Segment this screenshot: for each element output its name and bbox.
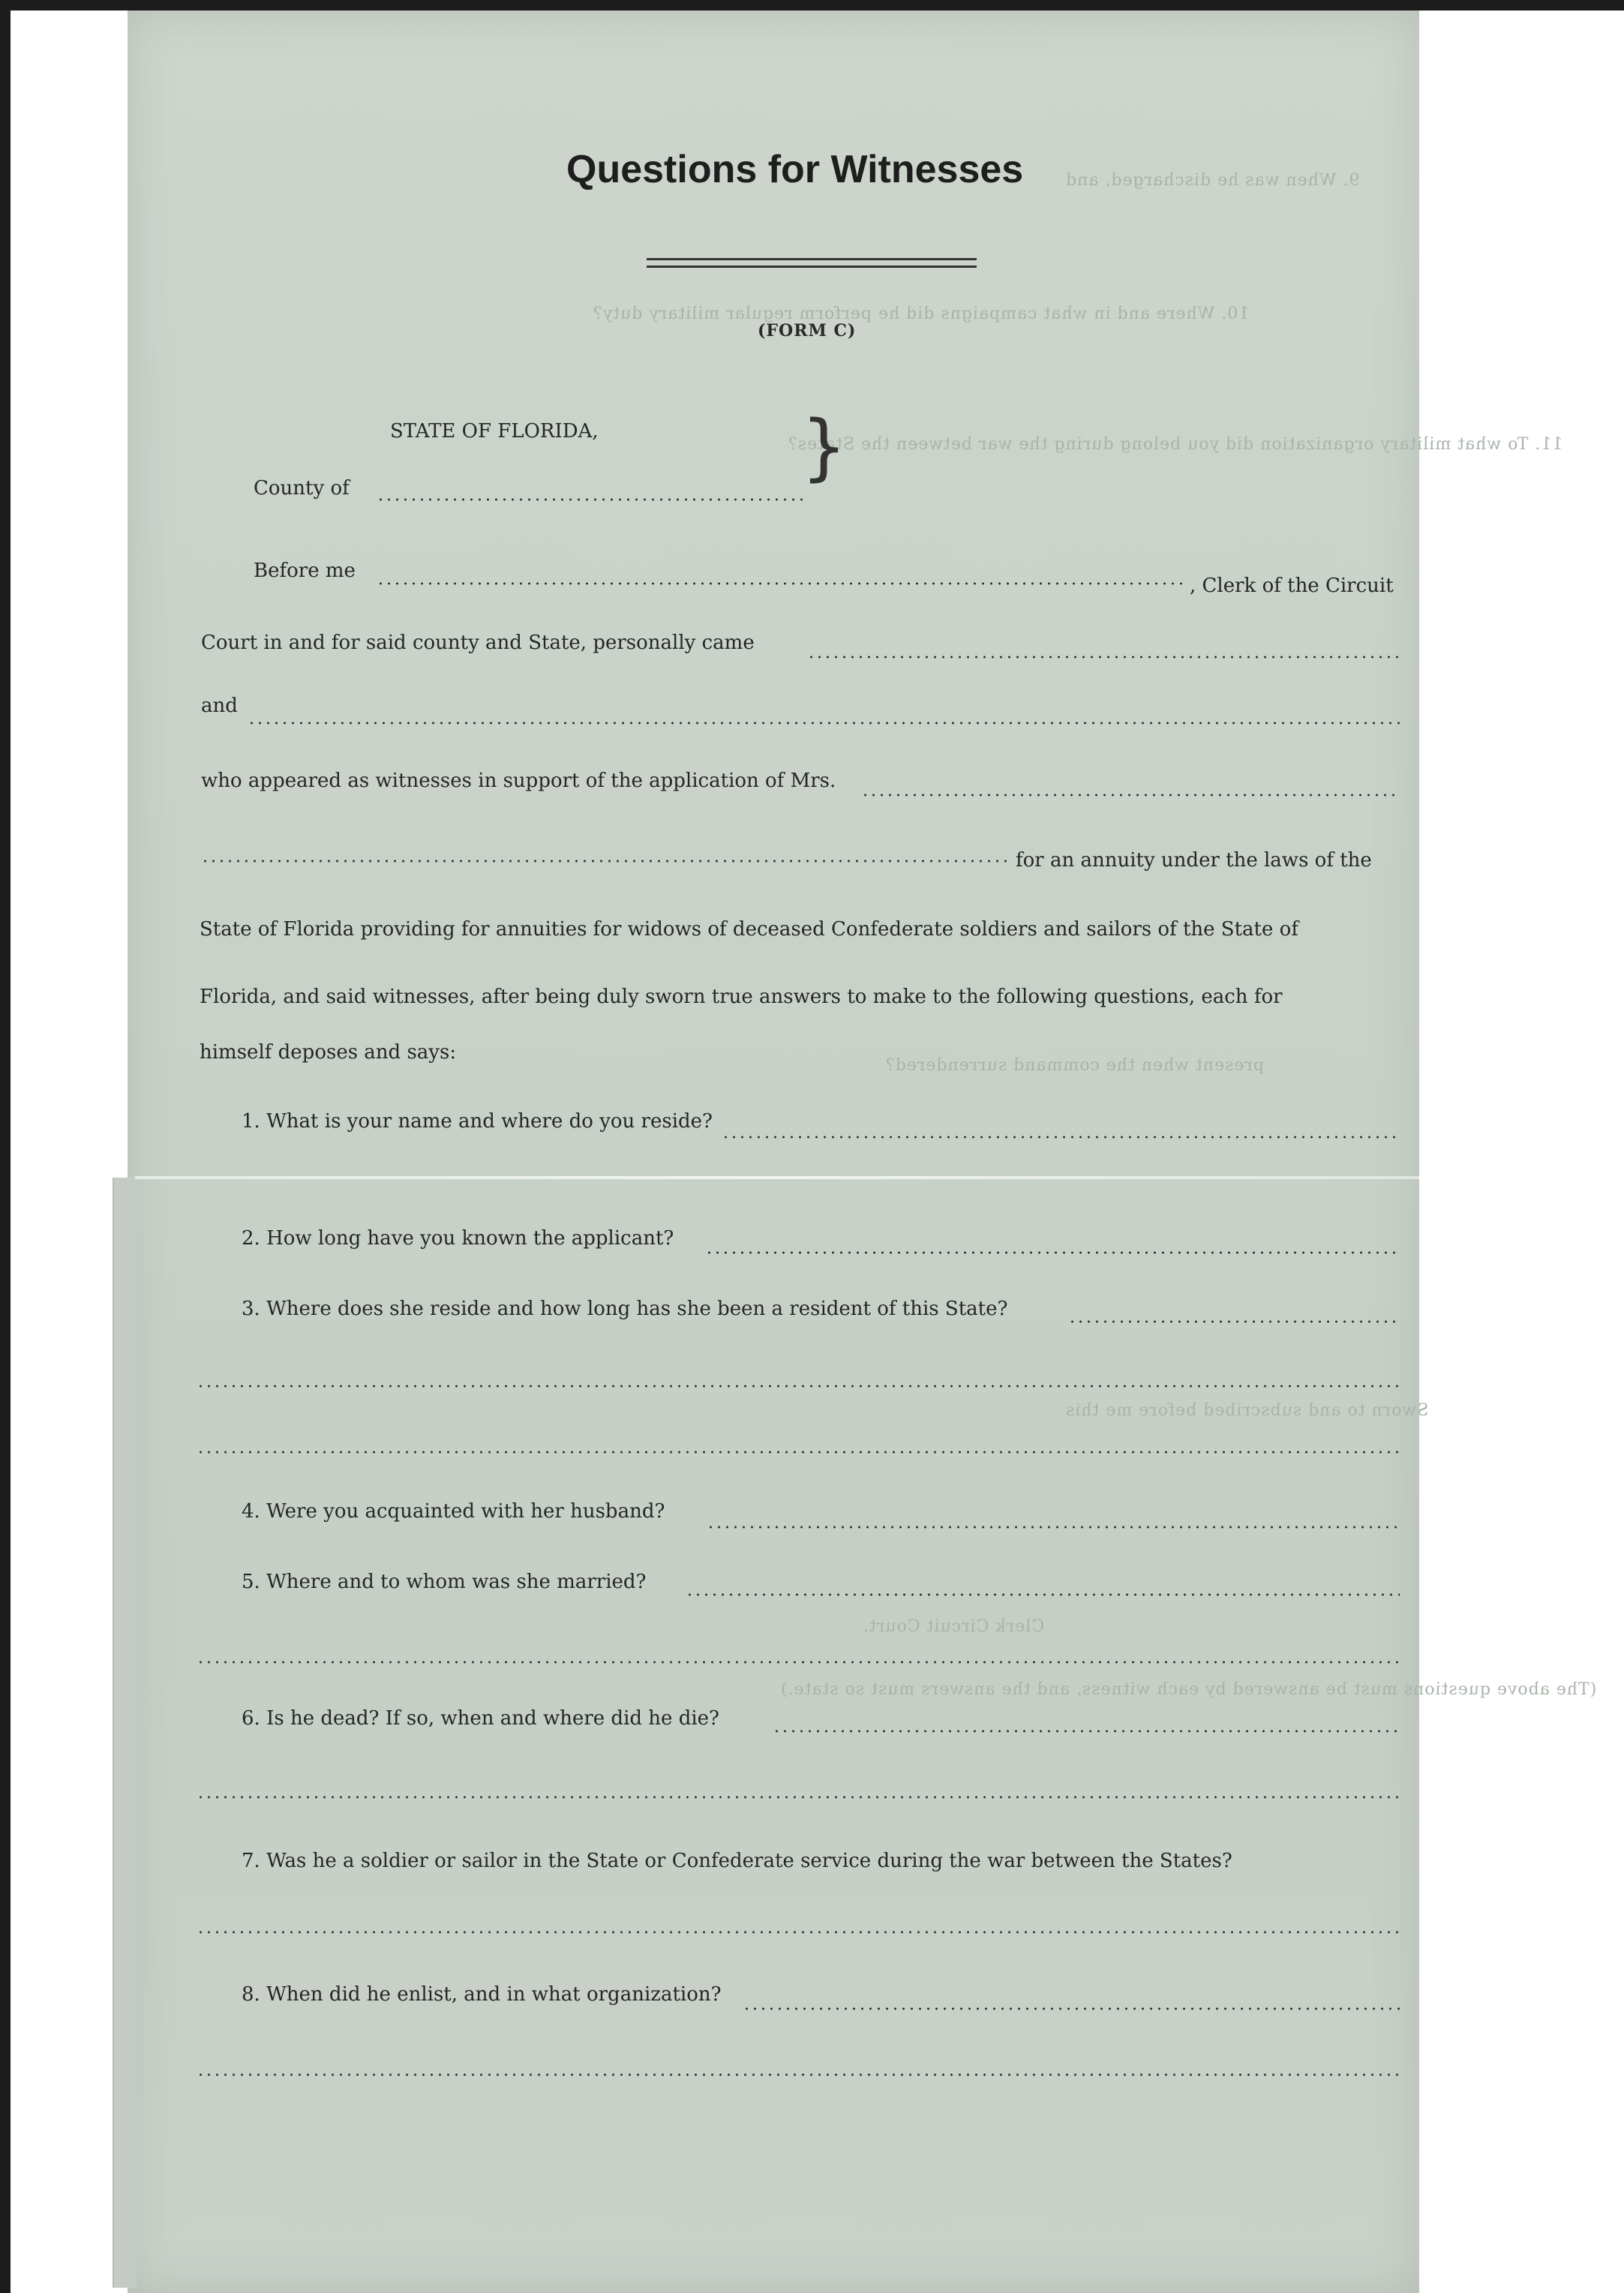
- venue-brace: }: [801, 405, 848, 489]
- witness-two-blank: [248, 722, 1400, 725]
- answer-4-blank: [707, 1526, 1400, 1529]
- sheet-lower-edge: [113, 1178, 137, 2288]
- clerk-label: , Clerk of the Circuit: [1190, 575, 1394, 597]
- title-rule-top: [647, 258, 977, 260]
- answer-8-blank-2: [197, 2073, 1400, 2076]
- county-blank: [377, 498, 803, 501]
- county-label: County of: [254, 477, 350, 500]
- page-title: Questions for Witnesses: [566, 148, 1024, 191]
- question-5: 5. Where and to whom was she married?: [242, 1571, 647, 1593]
- answer-3-blank: [1068, 1320, 1400, 1323]
- document-sheet: [128, 11, 1419, 2293]
- annuity-tail: for an annuity under the laws of the: [1016, 849, 1372, 872]
- answer-1-blank: [722, 1136, 1400, 1139]
- answer-8-blank: [743, 2007, 1400, 2010]
- bleed-through: Clerk Circuit Court.: [863, 1617, 1045, 1636]
- applicant-name-blank: [861, 794, 1400, 797]
- title-rule-bottom: [647, 266, 977, 268]
- answer-5-blank-2: [197, 1661, 1400, 1664]
- bleed-through: present when the command surrendered?: [885, 1056, 1264, 1075]
- bleed-through: 10. Where and in what campaigns did he perform regular military duty?: [593, 305, 1250, 323]
- answer-3-blank-3: [197, 1451, 1400, 1454]
- bleed-through: Sworn to and subscribed before me this: [1065, 1401, 1429, 1420]
- before-me-label: Before me: [254, 560, 356, 582]
- answer-7-blank: [197, 1931, 1400, 1934]
- question-4: 4. Were you acquainted with her husband?: [242, 1500, 665, 1523]
- appeared-line: who appeared as witnesses in support of the application of Mrs.: [201, 770, 836, 792]
- and-label: and: [201, 695, 238, 717]
- answer-5-blank: [686, 1593, 1400, 1596]
- state-label: STATE OF FLORIDA,: [390, 420, 599, 443]
- court-line: Court in and for said county and State, personally came: [201, 632, 755, 654]
- answer-3-blank-2: [197, 1385, 1400, 1388]
- oath-line: Florida, and said witnesses, after being duly sworn true answers to make to the following questions, each for: [200, 986, 1283, 1008]
- applicant-name-blank-2: [201, 860, 1011, 863]
- answer-2-blank: [705, 1251, 1400, 1254]
- question-7: 7. Was he a soldier or sailor in the State or Confederate service during the war between the States?: [242, 1850, 1232, 1872]
- question-2: 2. How long have you known the applicant?: [242, 1227, 674, 1250]
- bleed-through: (The above questions must be answered by each witness, and the answers must so state.): [780, 1680, 1597, 1699]
- question-3: 3. Where does she reside and how long has she been a resident of this State?: [242, 1298, 1008, 1320]
- question-6: 6. Is he dead? If so, when and where did he die?: [242, 1707, 719, 1730]
- witness-one-blank: [807, 656, 1400, 659]
- answer-6-blank: [773, 1730, 1400, 1733]
- statute-line: State of Florida providing for annuities for widows of deceased Confederate soldiers and sailors of the State of: [200, 918, 1298, 941]
- scan-edge-top: [0, 0, 1624, 11]
- scan-edge-left: [0, 0, 11, 2293]
- form-label: (FORM C): [758, 321, 857, 341]
- bleed-through: 11. To what military organization did you belong during the war between the States?: [788, 435, 1563, 454]
- bleed-through: 9. When was he discharged, and: [1065, 171, 1360, 190]
- question-8: 8. When did he enlist, and in what organization?: [242, 1983, 722, 2006]
- deposes-line: himself deposes and says:: [200, 1041, 457, 1064]
- clerk-name-blank: [377, 582, 1188, 585]
- paper-fold: [135, 1176, 1419, 1179]
- answer-6-blank-2: [197, 1796, 1400, 1799]
- question-1: 1. What is your name and where do you reside?: [242, 1110, 713, 1133]
